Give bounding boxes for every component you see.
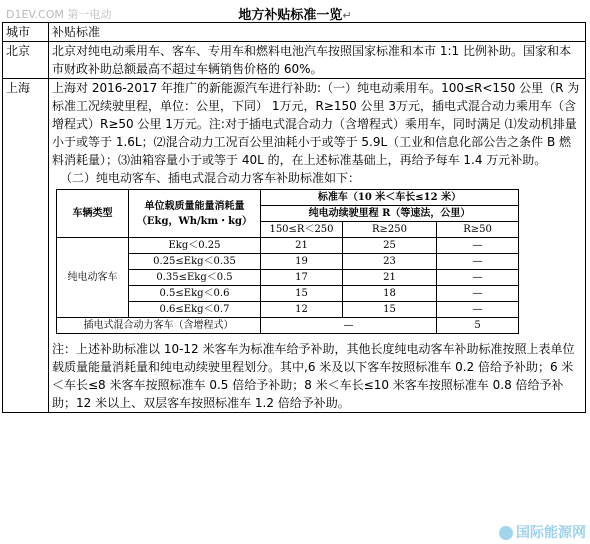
bus-note: 注：上述补助标准以 10-12 米客车为标准车给予补助，其他长度纯电动客车补助标准按照上表单位载质量能量消耗量和纯电动续驶里程划分。其中,6 米及以下客车按照标准车 0.2 倍给予补助；6 米＜车长≤8 米客车按照标准车 0.5 倍给予补助；8 米＜车长≤10 米客车按照标准车 0.8 倍给予补助；12 米以上、双层客车按照标准车 1.2 倍给予补助。: [52, 342, 575, 410]
value-cell: 15: [261, 286, 343, 302]
header-energy: 单位载质量能量消耗量（Ekg，Wh/km・kg）: [129, 190, 261, 238]
energy-cell: 0.25≤Ekg＜0.35: [129, 254, 261, 270]
paragraph-mark-icon: ↵: [342, 9, 352, 22]
value-cell: 21: [343, 270, 437, 286]
value-cell: 23: [343, 254, 437, 270]
value-cell: 21: [261, 238, 343, 254]
table-row: [57, 238, 519, 254]
energy-cell: 0.6≤Ekg＜0.7: [129, 302, 261, 318]
shanghai-text: 上海对 2016-2017 年推广的新能源汽车进行补助:（一）纯电动乘用车。100≤R<150 公里（R 为标准工况续驶里程，单位：公里，下同） 1万元，R≥150 公里 3万元，插电式混合动力乘用车（含增程式）R≥50 公里 1万元。注:对于插电式混合动力（含增程式）乘用车，同时满足 ⑴发动机排量小于或等于 1.6L；⑵混合动力工况百公里油耗小于或等于 5.9L（工业和信息化部公告之条件 B 燃料消耗量）；⑶油箱容量小于或等于 40L 的，在上述标准基础上，再给予每车 1.4 万元补助。: [52, 81, 580, 167]
bus-subtitle: （二）纯电动客车、插电式混合动力客车补助标准如下：: [60, 171, 361, 185]
bus-subsidy-table: [56, 189, 519, 334]
phev-value-cell: 5: [437, 318, 519, 334]
header-standard-bus: 标准车（10 米＜车长≤12 米）: [261, 190, 519, 206]
header-standard: 补贴标准: [49, 23, 586, 42]
phev-dash-cell: —: [261, 318, 437, 334]
value-cell: —: [437, 302, 519, 318]
value-cell: 15: [343, 302, 437, 318]
subsidy-table: [2, 22, 586, 413]
watermark-bottom: 国际能源网: [499, 522, 586, 542]
value-cell: —: [437, 286, 519, 302]
watermark-top: D1EV.COM 第一电动: [6, 8, 112, 21]
standard-cell: [49, 79, 586, 413]
header-range: 纯电动续驶里程 R（等速法，公里）: [261, 206, 519, 222]
page-title: 地方补贴标准一览↵: [238, 8, 352, 23]
globe-logo-icon: [499, 526, 513, 540]
header-city: 城市: [3, 23, 49, 42]
bev-bus-label: 纯电动客车: [57, 238, 129, 318]
header-row: [3, 23, 586, 42]
table-row-shanghai: [3, 79, 586, 413]
value-cell: 25: [343, 238, 437, 254]
city-cell: 上海: [3, 79, 49, 413]
value-cell: —: [437, 254, 519, 270]
energy-cell: Ekg＜0.25: [129, 238, 261, 254]
value-cell: —: [437, 238, 519, 254]
value-cell: 17: [261, 270, 343, 286]
standard-cell: [49, 42, 586, 79]
range-col-1: 150≤R＜250: [261, 222, 343, 238]
table-row-beijing: [3, 42, 586, 79]
value-cell: 19: [261, 254, 343, 270]
range-col-2: R≥250: [343, 222, 437, 238]
energy-cell: 0.5≤Ekg＜0.6: [129, 286, 261, 302]
value-cell: 12: [261, 302, 343, 318]
beijing-text: 北京对纯电动乘用车、客车、专用车和燃料电池汽车按照国家标准和本市 1:1 比例补助。国家和本市财政补助总额最高不超过车辆销售价格的 60%。: [52, 44, 571, 76]
energy-cell: 0.35≤Ekg＜0.5: [129, 270, 261, 286]
range-col-3: R≥50: [437, 222, 519, 238]
phev-bus-label: 插电式混合动力客车（含增程式）: [57, 318, 261, 334]
header-vehicle-type: 车辆类型: [57, 190, 129, 238]
value-cell: —: [437, 270, 519, 286]
value-cell: 18: [343, 286, 437, 302]
city-cell: 北京: [3, 42, 49, 79]
table-row: [57, 318, 519, 334]
